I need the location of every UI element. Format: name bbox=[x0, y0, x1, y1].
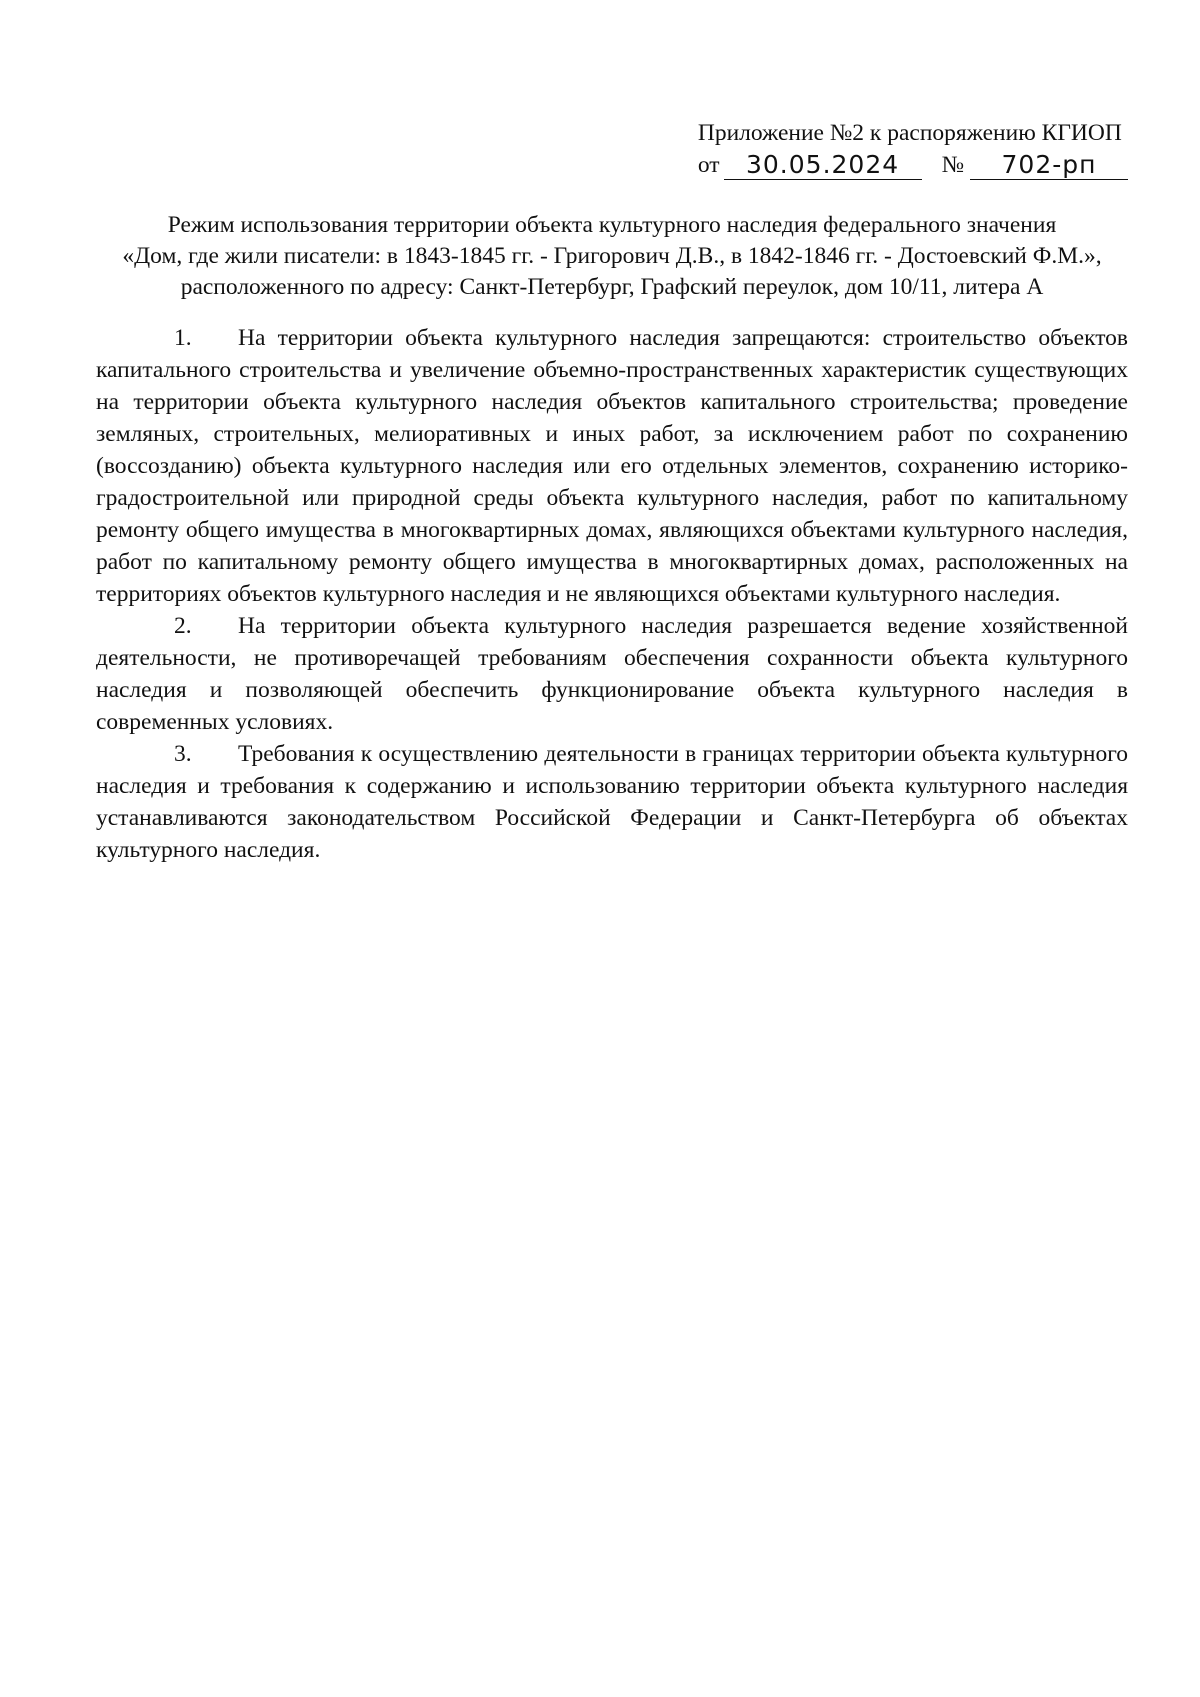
paragraph-text: На территории объекта культурного наследия разрешается ведение хозяйственной деятельности, не противоречащей требованиям обеспечения сохранности объекта культурного наследия и позволяющей обеспечить функционирование объекта культурного наследия в современных условиях. bbox=[96, 613, 1128, 735]
title-line-2: «Дом, где жили писатели: в 1843-1845 гг. - Григорович Д.В., в 1842-1846 гг. - Достоевский Ф.М.», bbox=[122, 243, 1102, 269]
paragraph-2 bbox=[96, 610, 1128, 738]
handwritten-number: 702-рп bbox=[970, 151, 1128, 180]
paragraph-number: 3. bbox=[174, 741, 192, 767]
paragraph-text: Требования к осуществлению деятельности в границах территории объекта культурного наследия и требования к содержанию и использованию территории объекта культурного наследия устанавливаются законодательством Российской Федерации и Санкт-Петербурга об объектах культурного наследия. bbox=[96, 741, 1128, 863]
from-label: от bbox=[697, 152, 720, 178]
appendix-header bbox=[698, 118, 1128, 180]
appendix-line: Приложение №2 к распоряжению КГИОП bbox=[697, 120, 1122, 146]
paragraph-3 bbox=[96, 738, 1128, 866]
handwritten-date: 30.05.2024 bbox=[724, 151, 922, 180]
number-label: № bbox=[941, 152, 964, 178]
document-body bbox=[96, 322, 1128, 866]
appendix-date-number-line bbox=[698, 150, 1128, 180]
title-line-3: расположенного по адресу: Санкт-Петербург, Графский переулок, дом 10/11, литера А bbox=[180, 274, 1044, 300]
paragraph-1 bbox=[96, 322, 1128, 610]
document-title bbox=[96, 210, 1128, 303]
paragraph-number: 1. bbox=[174, 325, 192, 351]
paragraph-number: 2. bbox=[174, 613, 192, 639]
title-line-1: Режим использования территории объекта культурного наследия федерального значения bbox=[167, 212, 1057, 238]
paragraph-text: На территории объекта культурного наследия запрещаются: строительство объектов капитального строительства и увеличение объемно-пространственных характеристик существующих на территории объекта культурного наследия объектов капитального строительства; проведение земляных, строительных, мелиоративных и иных работ, за исключением работ по сохранению (воссозданию) объекта культурного наследия или его отдельных элементов, сохранению историко-градостроительной или природной среды объекта культурного наследия, работ по капитальному ремонту общего имущества в многоквартирных домах, являющихся объектами культурного наследия, работ по капитальному ремонту общего имущества в многоквартирных домах, расположенных на территориях объектов культурного наследия и не являющихся объектами культурного наследия. bbox=[96, 325, 1128, 607]
